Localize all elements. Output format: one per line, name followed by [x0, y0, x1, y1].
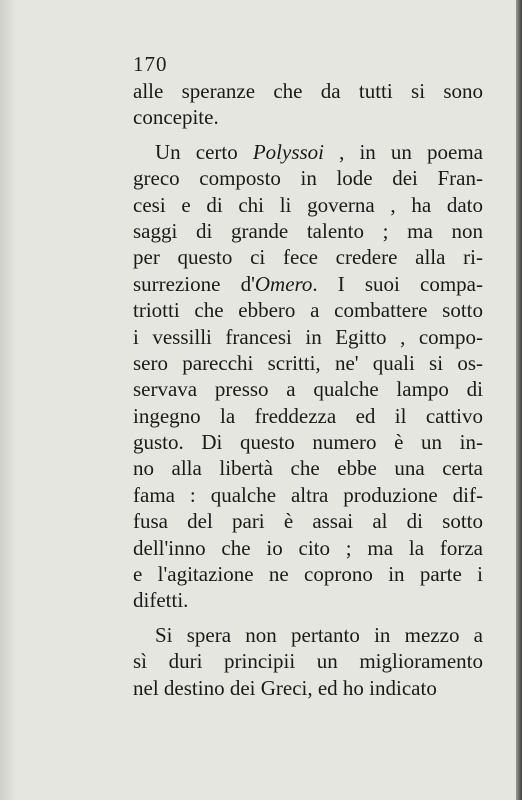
text-line: sero parecchi scritti, ne' quali si os-	[133, 350, 483, 375]
text-line: cesi e di chi li governa , ha dato	[133, 192, 483, 217]
text-line: gusto. Di questo numero è un in-	[133, 430, 483, 455]
italic-name: Polyssoi	[252, 139, 325, 164]
text-line: difetti.	[133, 588, 189, 613]
text-line: triotti che ebbero a combattere sotto	[133, 298, 483, 323]
text-line: dell'inno che io cito ; ma la forza	[133, 535, 483, 560]
paragraph-gap	[133, 614, 483, 622]
page-right-edge	[516, 0, 522, 800]
text-line: alle speranze che da tutti si sono	[133, 79, 483, 103]
text-line: fusa del pari è assai al di sotto	[133, 509, 483, 534]
text-line: e l'agitazione ne coprono in parte i	[133, 562, 483, 587]
page-number: 170	[133, 52, 168, 76]
text-line: greco composto in lode dei Fran-	[133, 166, 483, 191]
paragraph-gap	[133, 131, 483, 139]
page-left-edge	[0, 0, 14, 800]
body-text	[133, 78, 483, 701]
text-line: nel destino dei Greci, ed ho indicato	[133, 675, 437, 700]
text-line: concepite.	[133, 105, 219, 130]
text-line: no alla libertà che ebbe una certa	[133, 456, 483, 481]
text-line: sì duri principii un miglioramento	[133, 649, 483, 674]
text-line: Si spera non pertanto in mezzo a	[155, 622, 483, 647]
text-line: i vessilli francesi in Egitto , compo-	[133, 324, 483, 349]
text-line: saggi di grande talento ; ma non	[133, 218, 483, 243]
text-line: servava presso a qualche lampo di	[133, 377, 483, 402]
text-line: ingegno la freddezza ed il cattivo	[133, 403, 483, 428]
text-line: per questo ci fece credere alla ri-	[133, 245, 483, 270]
text-line: fama : qualche altra produzione dif-	[133, 482, 483, 507]
text-line: surrezione d'Omero. I suoi compa-	[133, 271, 483, 296]
text-line: Un certo Polyssoi , in un poema	[155, 139, 483, 164]
italic-name: Omero	[254, 271, 313, 296]
